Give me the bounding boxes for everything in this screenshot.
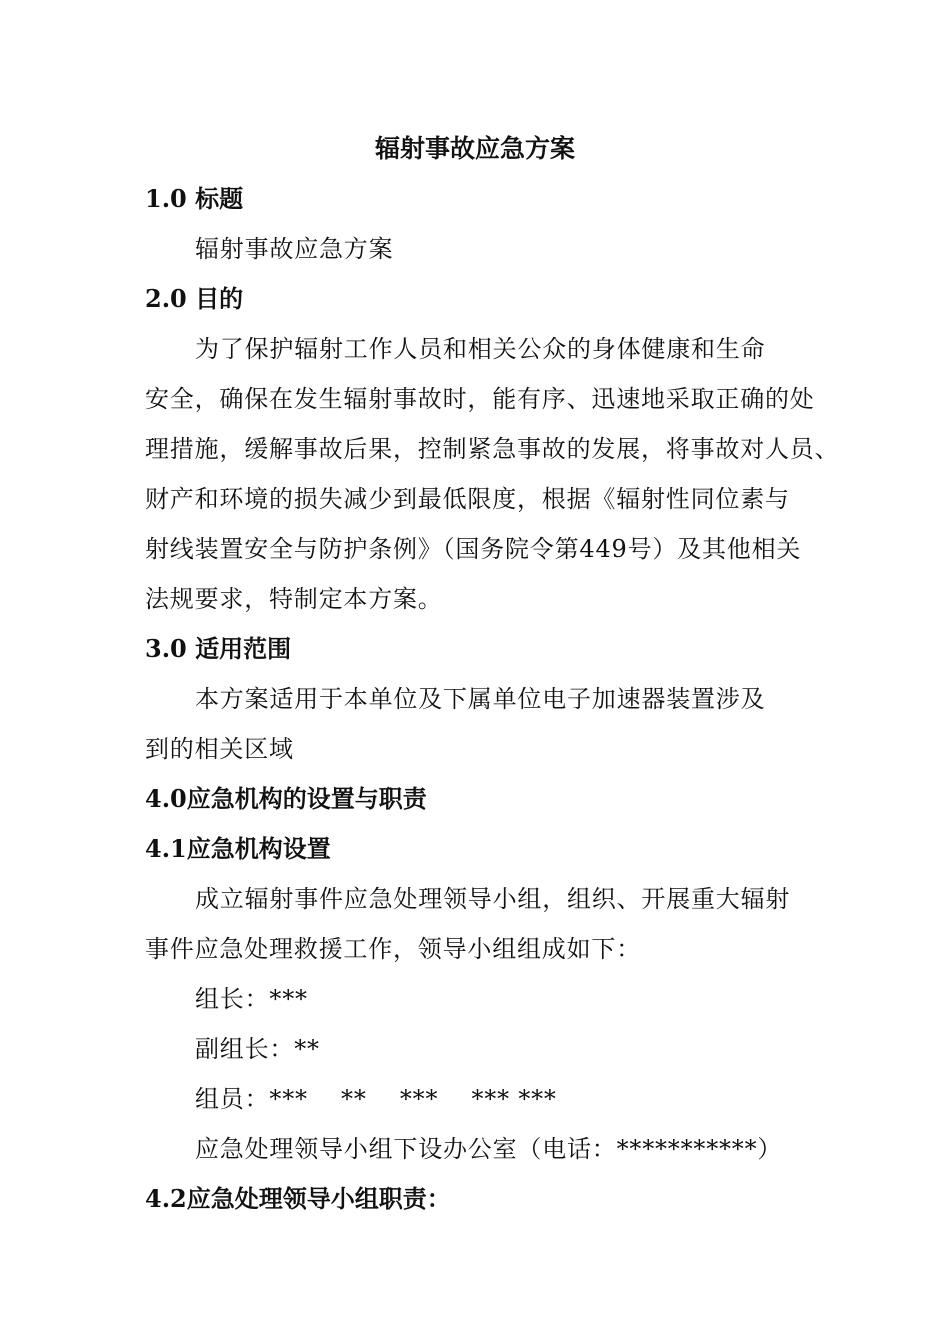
section-1-body: 辐射事故应急方案 — [195, 235, 394, 263]
section-4-2-heading: 4.2应急处理领导小组职责： — [145, 1184, 451, 1213]
section-4-heading: 4.0应急机构的设置与职责 — [145, 784, 427, 813]
group-members: 组员：*** ** *** *** *** — [195, 1085, 557, 1113]
section-2-line: 理措施，缓解事故后果，控制紧急事故的发展，将事故对人员、 — [145, 435, 840, 463]
section-2-line: 射线装置安全与防护条例》（国务院令第449号）及其他相关 — [145, 535, 802, 563]
section-2-line: 法规要求，特制定本方案。 — [145, 585, 443, 613]
office-phone: 应急处理领导小组下设办公室（电话：***********） — [195, 1135, 783, 1163]
deputy-leader: 副组长：** — [195, 1035, 320, 1063]
document-title: 辐射事故应急方案 — [374, 134, 575, 163]
section-4-1-heading: 4.1应急机构设置 — [145, 834, 331, 863]
group-leader: 组长：*** — [195, 985, 308, 1013]
section-2-heading: 2.0 目的 — [145, 284, 244, 313]
section-3-line: 到的相关区域 — [145, 735, 294, 763]
section-3-heading: 3.0 适用范围 — [145, 634, 292, 663]
section-3-line: 本方案适用于本单位及下属单位电子加速器装置涉及 — [195, 685, 766, 713]
section-2-line: 为了保护辐射工作人员和相关公众的身体健康和生命 — [195, 335, 766, 363]
section-1-heading: 1.0 标题 — [145, 184, 244, 213]
section-4-1-line: 成立辐射事件应急处理领导小组，组织、开展重大辐射 — [195, 885, 791, 913]
section-4-1-line: 事件应急处理救援工作，领导小组组成如下： — [145, 935, 641, 963]
section-2-line: 安全，确保在发生辐射事故时，能有序、迅速地采取正确的处 — [145, 385, 815, 413]
section-2-line: 财产和环境的损失减少到最低限度，根据《辐射性同位素与 — [145, 485, 790, 513]
